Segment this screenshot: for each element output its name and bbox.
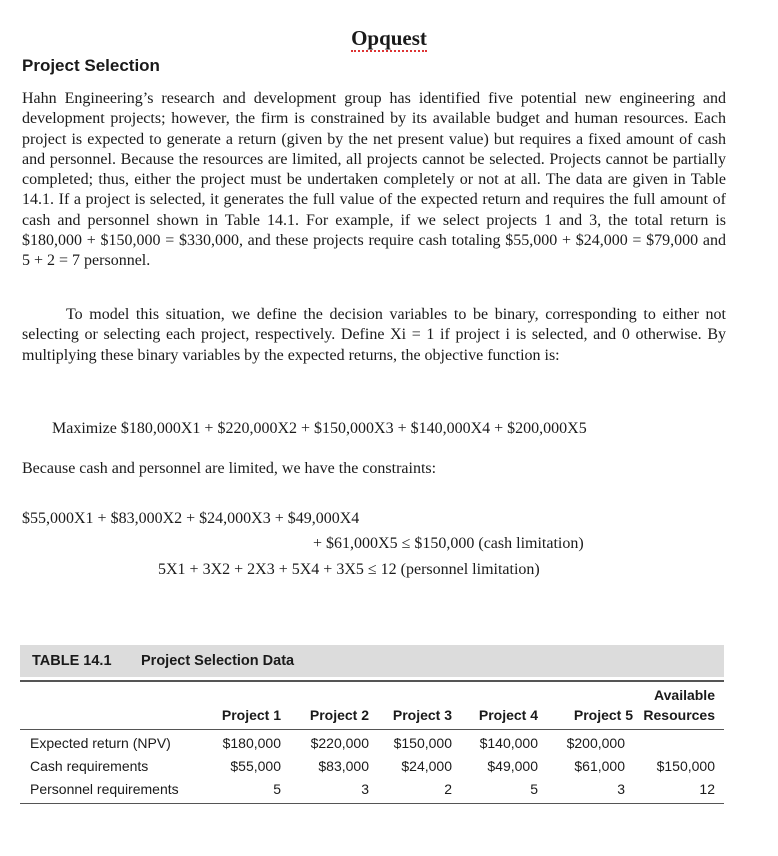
table-title: Project Selection Data bbox=[141, 653, 295, 669]
row-label: Expected return (NPV) bbox=[30, 735, 171, 751]
table-cell: $150,000 bbox=[393, 735, 452, 751]
table-cell: $49,000 bbox=[487, 758, 538, 774]
table-caption bbox=[20, 645, 724, 677]
table-cell: 3 bbox=[361, 781, 369, 797]
column-header: Project 5 bbox=[573, 707, 633, 723]
table-cell: 3 bbox=[617, 781, 625, 797]
table-cell: 12 bbox=[699, 781, 715, 797]
table-cell: $140,000 bbox=[479, 735, 538, 751]
table-top-rule bbox=[20, 680, 724, 682]
personnel-constraint: 5X1 + 3X2 + 2X3 + 5X4 + 3X5 ≤ 12 (personnel limitation) bbox=[158, 561, 540, 578]
table-header-rule bbox=[20, 729, 724, 730]
table-cell: $24,000 bbox=[401, 758, 452, 774]
table-cell: 5 bbox=[273, 781, 281, 797]
column-header: Available bbox=[654, 687, 715, 703]
cash-constraint-line1: $55,000X1 + $83,000X2 + $24,000X3 + $49,000X4 bbox=[22, 510, 360, 527]
column-header: Project 1 bbox=[221, 707, 281, 723]
constraints-intro: Because cash and personnel are limited, we have the constraints: bbox=[22, 460, 437, 477]
column-header: Project 2 bbox=[309, 707, 369, 723]
model-paragraph: To model this situation, we define the decision variables to be binary, corresponding to either not selecting or selecting each project, respectively. Define Xi = 1 if project i is selected, and 0 otherwise. By multiplying these binary variables by the expected returns, the objective function is: bbox=[22, 306, 726, 364]
column-header: Resources bbox=[643, 707, 715, 723]
table-cell: 2 bbox=[444, 781, 452, 797]
table-number: TABLE 14.1 bbox=[32, 653, 112, 669]
table-cell: $55,000 bbox=[230, 758, 281, 774]
row-label: Personnel requirements bbox=[30, 781, 179, 797]
section-title: Project Selection bbox=[22, 56, 160, 75]
table-cell: $150,000 bbox=[656, 758, 715, 774]
table-cell: $83,000 bbox=[318, 758, 369, 774]
cash-constraint-line2: + $61,000X5 ≤ $150,000 (cash limitation) bbox=[313, 535, 584, 552]
table-cell: $61,000 bbox=[574, 758, 625, 774]
brand-name: Opquest bbox=[351, 26, 427, 50]
table-bottom-rule bbox=[20, 803, 724, 804]
row-label: Cash requirements bbox=[30, 758, 149, 774]
table-cell: $200,000 bbox=[566, 735, 625, 751]
objective-function: Maximize $180,000X1 + $220,000X2 + $150,000X3 + $140,000X4 + $200,000X5 bbox=[52, 420, 587, 437]
column-header: Project 3 bbox=[392, 707, 452, 723]
intro-paragraph: Hahn Engineering’s research and development group has identified five potential new engineering and development projects; however, the firm is constrained by its available budget and human resources. Each project is expected to generate a return (given by the net present value) but requires a fixed amount of cash and personnel. Because the resources are limited, all projects cannot be selected. Projects cannot be partially completed; thus, either the project must be undertaken completely or not at all. The data are given in Table 14.1. If a project is selected, it generates the full value of the expected return and requires the full amount of cash and personnel shown in Table 14.1. For example, if we select projects 1 and 3, the total return is $180,000 + $150,000 = $330,000, and these projects require cash totaling $55,000 + $24,000 = $79,000 and 5 + 2 = 7 personnel. bbox=[22, 90, 726, 270]
table-cell: $220,000 bbox=[310, 735, 369, 751]
table-cell: $180,000 bbox=[222, 735, 281, 751]
column-header: Project 4 bbox=[478, 707, 538, 723]
table-cell: 5 bbox=[530, 781, 538, 797]
brand-logo bbox=[0, 26, 778, 51]
